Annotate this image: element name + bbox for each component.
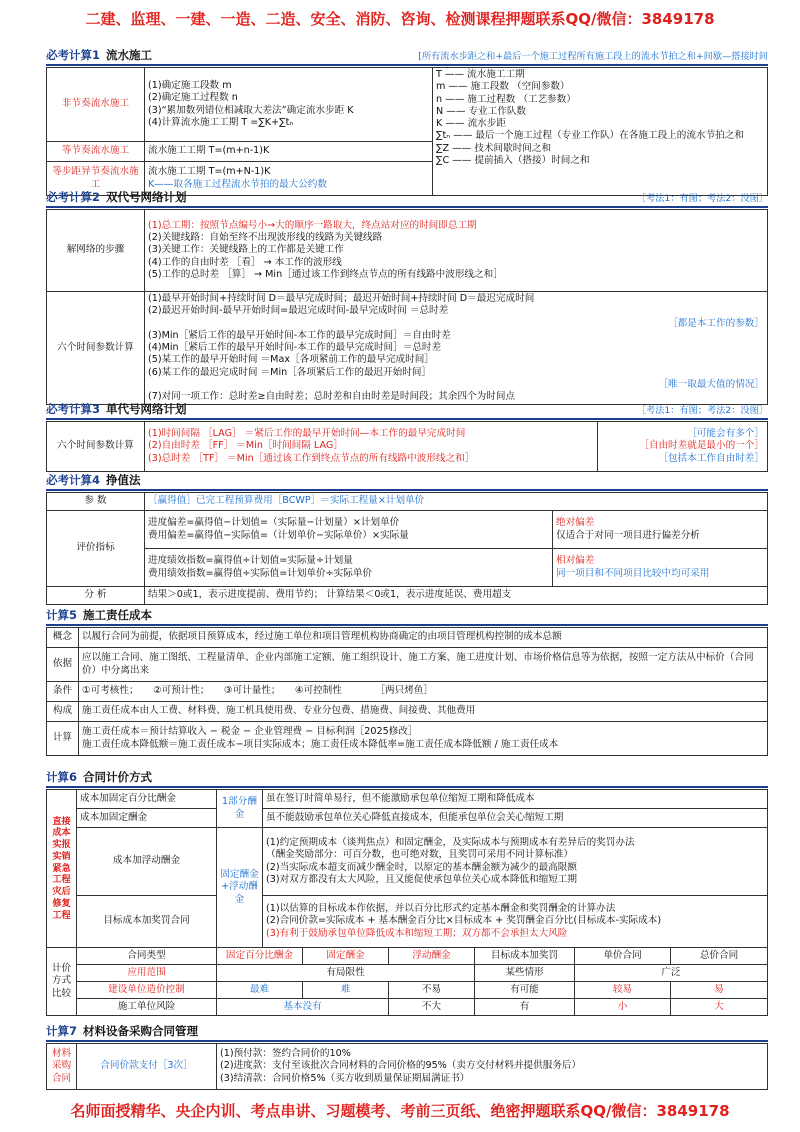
side-note: ［自由时差就是最小的一个］ — [639, 440, 764, 452]
single-network-table — [46, 421, 768, 472]
legend-item: ∑C —— 提前插入（搭接）时间之和 — [436, 154, 590, 166]
section-flow-construction — [46, 48, 768, 196]
equal-rhythm-formula: 流水施工工期 T=(m+n-1)K — [145, 142, 433, 162]
cmp-cell: 大 — [671, 999, 768, 1016]
cmp-header: 单价合同 — [575, 948, 671, 965]
eval-label: 评价指标 — [47, 511, 145, 587]
payment-line: (2)进度款：支付至该批次合同材料的合同价格的95%（卖方交付材料并提供服务后） — [220, 1060, 582, 1072]
cmp-cell: 广泛 — [575, 965, 768, 982]
basis-text: 应以施工合同、施工图纸、工程量清单、企业内部施工定额、施工组织设计、施工方案、施工进度计划、市场价格信息等为依据，按照一定方法从中标价（合同价）中分离出来 — [79, 648, 768, 682]
payment-line: (1)预付款：签约合同价的10% — [220, 1048, 351, 1060]
condition-label: 条件 — [47, 682, 79, 702]
text-line: (3)有利于鼓励承包单位降低成本和缩短工期；双方都不会承担太大风险 — [266, 927, 568, 939]
basis-label: 依据 — [47, 648, 79, 682]
flow-table — [46, 67, 768, 196]
fixed-plus-floating-label: 固定酬金+浮动酬金 — [217, 828, 263, 948]
section-title: 合同计价方式 — [83, 770, 153, 784]
formula-line: 费用绩效指数=赢得值÷实际值=计划单价÷实际单价 — [148, 567, 373, 579]
step-line: (1)确定施工段数 m — [148, 79, 232, 91]
section-title: 单代号网络计划 — [106, 402, 187, 416]
cmp-cell: 易 — [671, 982, 768, 999]
fixed-fee-text: 虽不能鼓励承包单位关心降低直接成本，但能承包单位会关心缩短工期 — [263, 809, 768, 828]
top-banner: 二建、监理、一建、一造、二造、安全、消防、咨询、检测课程押题联系QQ/微信：3849178 — [85, 10, 715, 28]
equal-rhythm-label: 等节奏流水施工 — [47, 142, 145, 162]
cmp-cell: 应用范围 — [77, 965, 217, 982]
section-title: 施工责任成本 — [83, 608, 153, 622]
symbol-legend — [433, 68, 768, 196]
target-cost-label: 目标成本加奖罚合同 — [77, 896, 217, 948]
cmp-cell: 某些情形 — [475, 965, 575, 982]
note-line: 相对偏差 — [555, 555, 595, 567]
legend-item: m —— 施工段数 （空间参数） — [436, 81, 570, 93]
param-line: (7)对同一项工作：总时差≥自由时差；总时差和自由时差是时间段；其余四个为时间点 — [148, 391, 516, 403]
analysis-label: 分 析 — [47, 587, 145, 605]
responsibility-cost-table — [46, 627, 768, 756]
section-header — [46, 608, 768, 626]
legend-item: K —— 流水步距 — [436, 118, 506, 130]
text-line: （酬金奖励部分：可百分数，也可绝对数，且奖罚可采用不同计算标准） — [266, 849, 573, 861]
floating-fee-label: 成本加浮动酬金 — [77, 828, 217, 896]
cmp-header: 浮动酬金 — [389, 948, 475, 965]
side-note: ［可能会有多个］ — [687, 428, 764, 440]
formula-line: 进度绩效指数=赢得值÷计划值=实际量÷计划量 — [148, 555, 353, 567]
cmp-header: 合同类型 — [77, 948, 217, 965]
step-line: (5)工作的总时差 ［算］ → Min［通过该工作到终点节点的所有线路中波形线之和］ — [148, 268, 503, 280]
param-line: (1)最早开始时间+持续时间 D＝最早完成时间；最迟开始时间+持续时间 D＝最迟完成时间 — [148, 293, 535, 304]
param-line: (1)时间间隔 ［LAG］ ＝紧后工作的最早开始时间—本工作的最早完成时间 — [148, 428, 466, 440]
section-responsibility-cost — [46, 608, 768, 756]
section-double-code-network — [46, 190, 768, 405]
step-line: (2)确定施工过程数 n — [148, 92, 238, 104]
composition-label: 构成 — [47, 702, 79, 722]
payment-lines — [217, 1044, 768, 1090]
target-cost-text — [263, 896, 768, 948]
note-line: 绝对偏差 — [555, 517, 595, 529]
param-label: 参 数 — [47, 493, 145, 511]
absolute-deviation — [145, 511, 553, 549]
legend-item: T —— 流水施工工期 — [436, 69, 525, 80]
section-single-code-network — [46, 402, 768, 472]
section-header — [46, 1024, 768, 1042]
formula-line: K——取各施工过程流水节拍的最大公约数 — [148, 178, 327, 190]
absolute-deviation-note — [552, 511, 767, 549]
param-side-note: ［唯一取最大值的情况］ — [658, 378, 764, 390]
param-line: (2)最迟开始时间-最早开始时间=最迟完成时间-最早完成时间 ＝总时差 — [148, 305, 449, 317]
six-params — [145, 292, 768, 405]
procurement-table — [46, 1043, 768, 1090]
analysis-text: 结果＞0或1，表示进度提前、费用节约； 计算结果＜0或1，表示进度延误、费用超支 — [145, 587, 768, 605]
single-side-notes — [598, 422, 768, 472]
fixed-fee-label: 成本加固定酬金 — [77, 809, 217, 828]
section-number: 必考计算4 — [46, 473, 101, 487]
param-line: (4)Min［紧后工作的最早开始时间-本工作的最早完成时间］＝总时差 — [148, 342, 442, 354]
section-note: ［考法1：有图；考法2：没图］ — [636, 193, 768, 204]
section-note: ［考法1：有图；考法2：没图］ — [636, 405, 768, 416]
cmp-header: 固定百分比酬金 — [217, 948, 303, 965]
cmp-header: 固定酬金 — [303, 948, 389, 965]
section-title: 挣值法 — [106, 473, 141, 487]
section-note: [所有流水步距之和+最后一个施工过程所有施工段上的流水节拍之和+间歇—搭接时间 — [418, 51, 768, 62]
section-material-procurement — [46, 1024, 768, 1090]
calc-text: 施工责任成本＝预计结算收入 − 税金 − 企业管理费 − 目标利润［2025修改］ 施工责任成本降低额＝施工责任成本−项目实际成本；施工责任成本降低率=施工责任成本降低额 / 施工责任成本 — [79, 722, 768, 756]
comparison-label: 计价方式比较 — [47, 948, 77, 1016]
solve-steps — [145, 210, 768, 292]
condition-text: ①可考核性； ②可预计性； ③可计量性； ④可控制性 ［两只烤鱼］ — [79, 682, 768, 702]
text-line: (1)约定预期成本（谈判焦点）和固定酬金，及实际成本与预期成本有差异后的奖罚办法 — [266, 836, 635, 848]
param-line: (3)Min［紧后工作的最早开始时间-本工作的最早完成时间］＝自由时差 — [148, 329, 451, 341]
cmp-cell: 较易 — [575, 982, 671, 999]
bottom-banner: 名师面授精华、央企内训、考点串讲、习题模考、考前三页纸、绝密押题联系QQ/微信：3849178 — [70, 1102, 730, 1120]
section-number: 计算5 — [46, 608, 78, 622]
contract-pricing-table — [46, 789, 768, 948]
cmp-cell: 有 — [475, 999, 575, 1016]
section-header — [46, 48, 768, 66]
cmp-header: 目标成本加奖罚 — [475, 948, 575, 965]
legend-item: ∑tₙ —— 最后一个施工过程（专业工作队）在各施工段上的流水节拍之和 — [436, 130, 744, 142]
side-note: ［包括本工作自由时差］ — [658, 452, 764, 464]
section-title: 流水施工 — [106, 48, 153, 62]
concept-label: 概念 — [47, 628, 79, 648]
cmp-header: 总价合同 — [671, 948, 768, 965]
section-contract-pricing — [46, 770, 768, 1016]
cmp-cell: 有局限性 — [217, 965, 475, 982]
note-line: 同一项目和不同项目比较中均可采用 — [555, 567, 710, 579]
text-line: (3)对双方都没有太大风险，且又能促使承包单位关心成本降低和缩短工期 — [266, 873, 577, 885]
section-number: 计算7 — [46, 1024, 78, 1038]
cmp-cell: 不大 — [389, 999, 475, 1016]
section-header — [46, 190, 768, 208]
section-number: 必考计算2 — [46, 190, 101, 204]
step-line: (3)“累加数列错位相减取大差法”确定流水步距 K — [148, 104, 354, 116]
payment-line: (3)结清款：合同价格5%（买方收到质量保证期届满证书） — [220, 1072, 470, 1084]
param-line: (2)自由时差 ［FF］ ＝Min［时间间隔 LAG］ — [148, 440, 343, 452]
param-line: (3)总时差 ［TF］ ＝Min［通过该工作到终点节点的所有线路中波形线之和］ — [148, 452, 475, 464]
section-number: 计算6 — [46, 770, 78, 784]
cmp-cell: 有可能 — [475, 982, 575, 999]
step-line: (4)工作的自由时差 ［看］ → 本工作的波形线 — [148, 256, 342, 268]
fixed-percent-text: 虽在签订时简单易行，但不能激励承包单位缩短工期和降低成本 — [263, 790, 768, 809]
section-header — [46, 402, 768, 420]
six-params-label: 六个时间参数计算 — [47, 292, 145, 405]
concept-text: 以履行合同为前提，依据项目预算成本，经过施工单位和项目管理机构协商确定的由项目管理机构控制的成本总额 — [79, 628, 768, 648]
step-line: (2)关键线路：自始至终不出现波形线的线路为关键线路 — [148, 232, 383, 244]
relative-deviation — [145, 549, 553, 587]
section-title: 双代号网络计划 — [106, 190, 187, 204]
section-earned-value — [46, 473, 768, 605]
legend-item: N —— 专业工作队数 — [436, 105, 527, 117]
cmp-cell: 施工单位风险 — [77, 999, 217, 1016]
network-table — [46, 209, 768, 405]
calc-label: 计算 — [47, 722, 79, 756]
nonrhythmic-label: 非节奏流水施工 — [47, 68, 145, 142]
payment-label: 合同价款支付［3次］ — [77, 1044, 217, 1090]
text-line: (2)当实际成本超支而减少酬金时，以原定的基本酬金额为减少的最高限额 — [266, 861, 577, 873]
param-line: (5)某工作的最早开始时间 ＝Max［各项紧前工作的最早完成时间］ — [148, 354, 434, 366]
six-params-label: 六个时间参数计算 — [47, 422, 145, 472]
section-title: 材料设备采购合同管理 — [83, 1024, 199, 1038]
cmp-cell: 不易 — [389, 982, 475, 999]
formula-line: 费用偏差=赢得值−实际值=（计划单价−实际单价）×实际量 — [148, 529, 409, 541]
formula-line: 流水施工工期 T=(m+N-1)K — [148, 166, 271, 178]
step-line: (3)关键工作：关键线路上的工作都是关键工作 — [148, 244, 344, 256]
floating-fee-text — [263, 828, 768, 896]
cmp-cell: 难 — [303, 982, 389, 999]
param-definition: ［赢得值］已完工程预算费用［BCWP］＝实际工程量×计划单价 — [145, 493, 768, 511]
param-side-note: ［都是本工作的参数］ — [668, 317, 764, 329]
step-line: (1)总工期：按照节点编号小→大的顺序一路取大，终点站对应的时间即总工期 — [148, 219, 477, 231]
cmp-cell: 最难 — [217, 982, 303, 999]
param-line: (6)某工作的最迟完成时间 ＝Min［各项紧后工作的最迟开始时间］ — [148, 366, 432, 378]
section-number: 必考计算1 — [46, 48, 101, 62]
partial-fee-label: 1部分酬金 — [217, 790, 263, 828]
cmp-cell: 小 — [575, 999, 671, 1016]
cmp-cell: 基本没有 — [217, 999, 389, 1016]
equal-step-label: 等步距异节奏流水施工 — [47, 162, 145, 196]
fixed-percent-label: 成本加固定百分比酬金 — [77, 790, 217, 809]
formula-line: 进度偏差=赢得值−计划值=（实际量−计划量）×计划单价 — [148, 517, 400, 529]
material-contract-label: 材料采购合同 — [47, 1044, 77, 1090]
applicable-cases-label: 直接成本实报实销紧急工程灾后修复工程 — [47, 790, 77, 948]
composition-text: 施工责任成本由人工费、材料费、施工机具使用费、专业分包费、措施费、间接费、其他费用 — [79, 702, 768, 722]
legend-item: n —— 施工过程数 （工艺参数） — [436, 93, 576, 105]
section-header — [46, 770, 768, 788]
legend-item: ∑Z —— 技术间歇时间之和 — [436, 142, 552, 154]
section-number: 必考计算3 — [46, 402, 101, 416]
step-line: (4)计算流水施工工期 T =∑K+∑tₙ — [148, 116, 294, 128]
solve-steps-label: 解网络的步骤 — [47, 210, 145, 292]
pricing-comparison-table — [46, 947, 768, 1016]
nonrhythmic-steps — [145, 68, 433, 142]
section-header — [46, 473, 768, 491]
cmp-cell: 建设单位造价控制 — [77, 982, 217, 999]
text-line: (2)合同价款=实际成本 + 基本酬金百分比×目标成本 + 奖罚酬金百分比(目标成本-实际成本) — [266, 915, 662, 927]
text-line: (1)以估算的目标成本作依据，并以百分比形式约定基本酬金和奖罚酬金的计算办法 — [266, 903, 616, 915]
single-params — [145, 422, 598, 472]
note-line: 仅适合于对同一项目进行偏差分析 — [555, 529, 700, 541]
relative-deviation-note — [552, 549, 767, 587]
earned-value-table — [46, 492, 768, 605]
